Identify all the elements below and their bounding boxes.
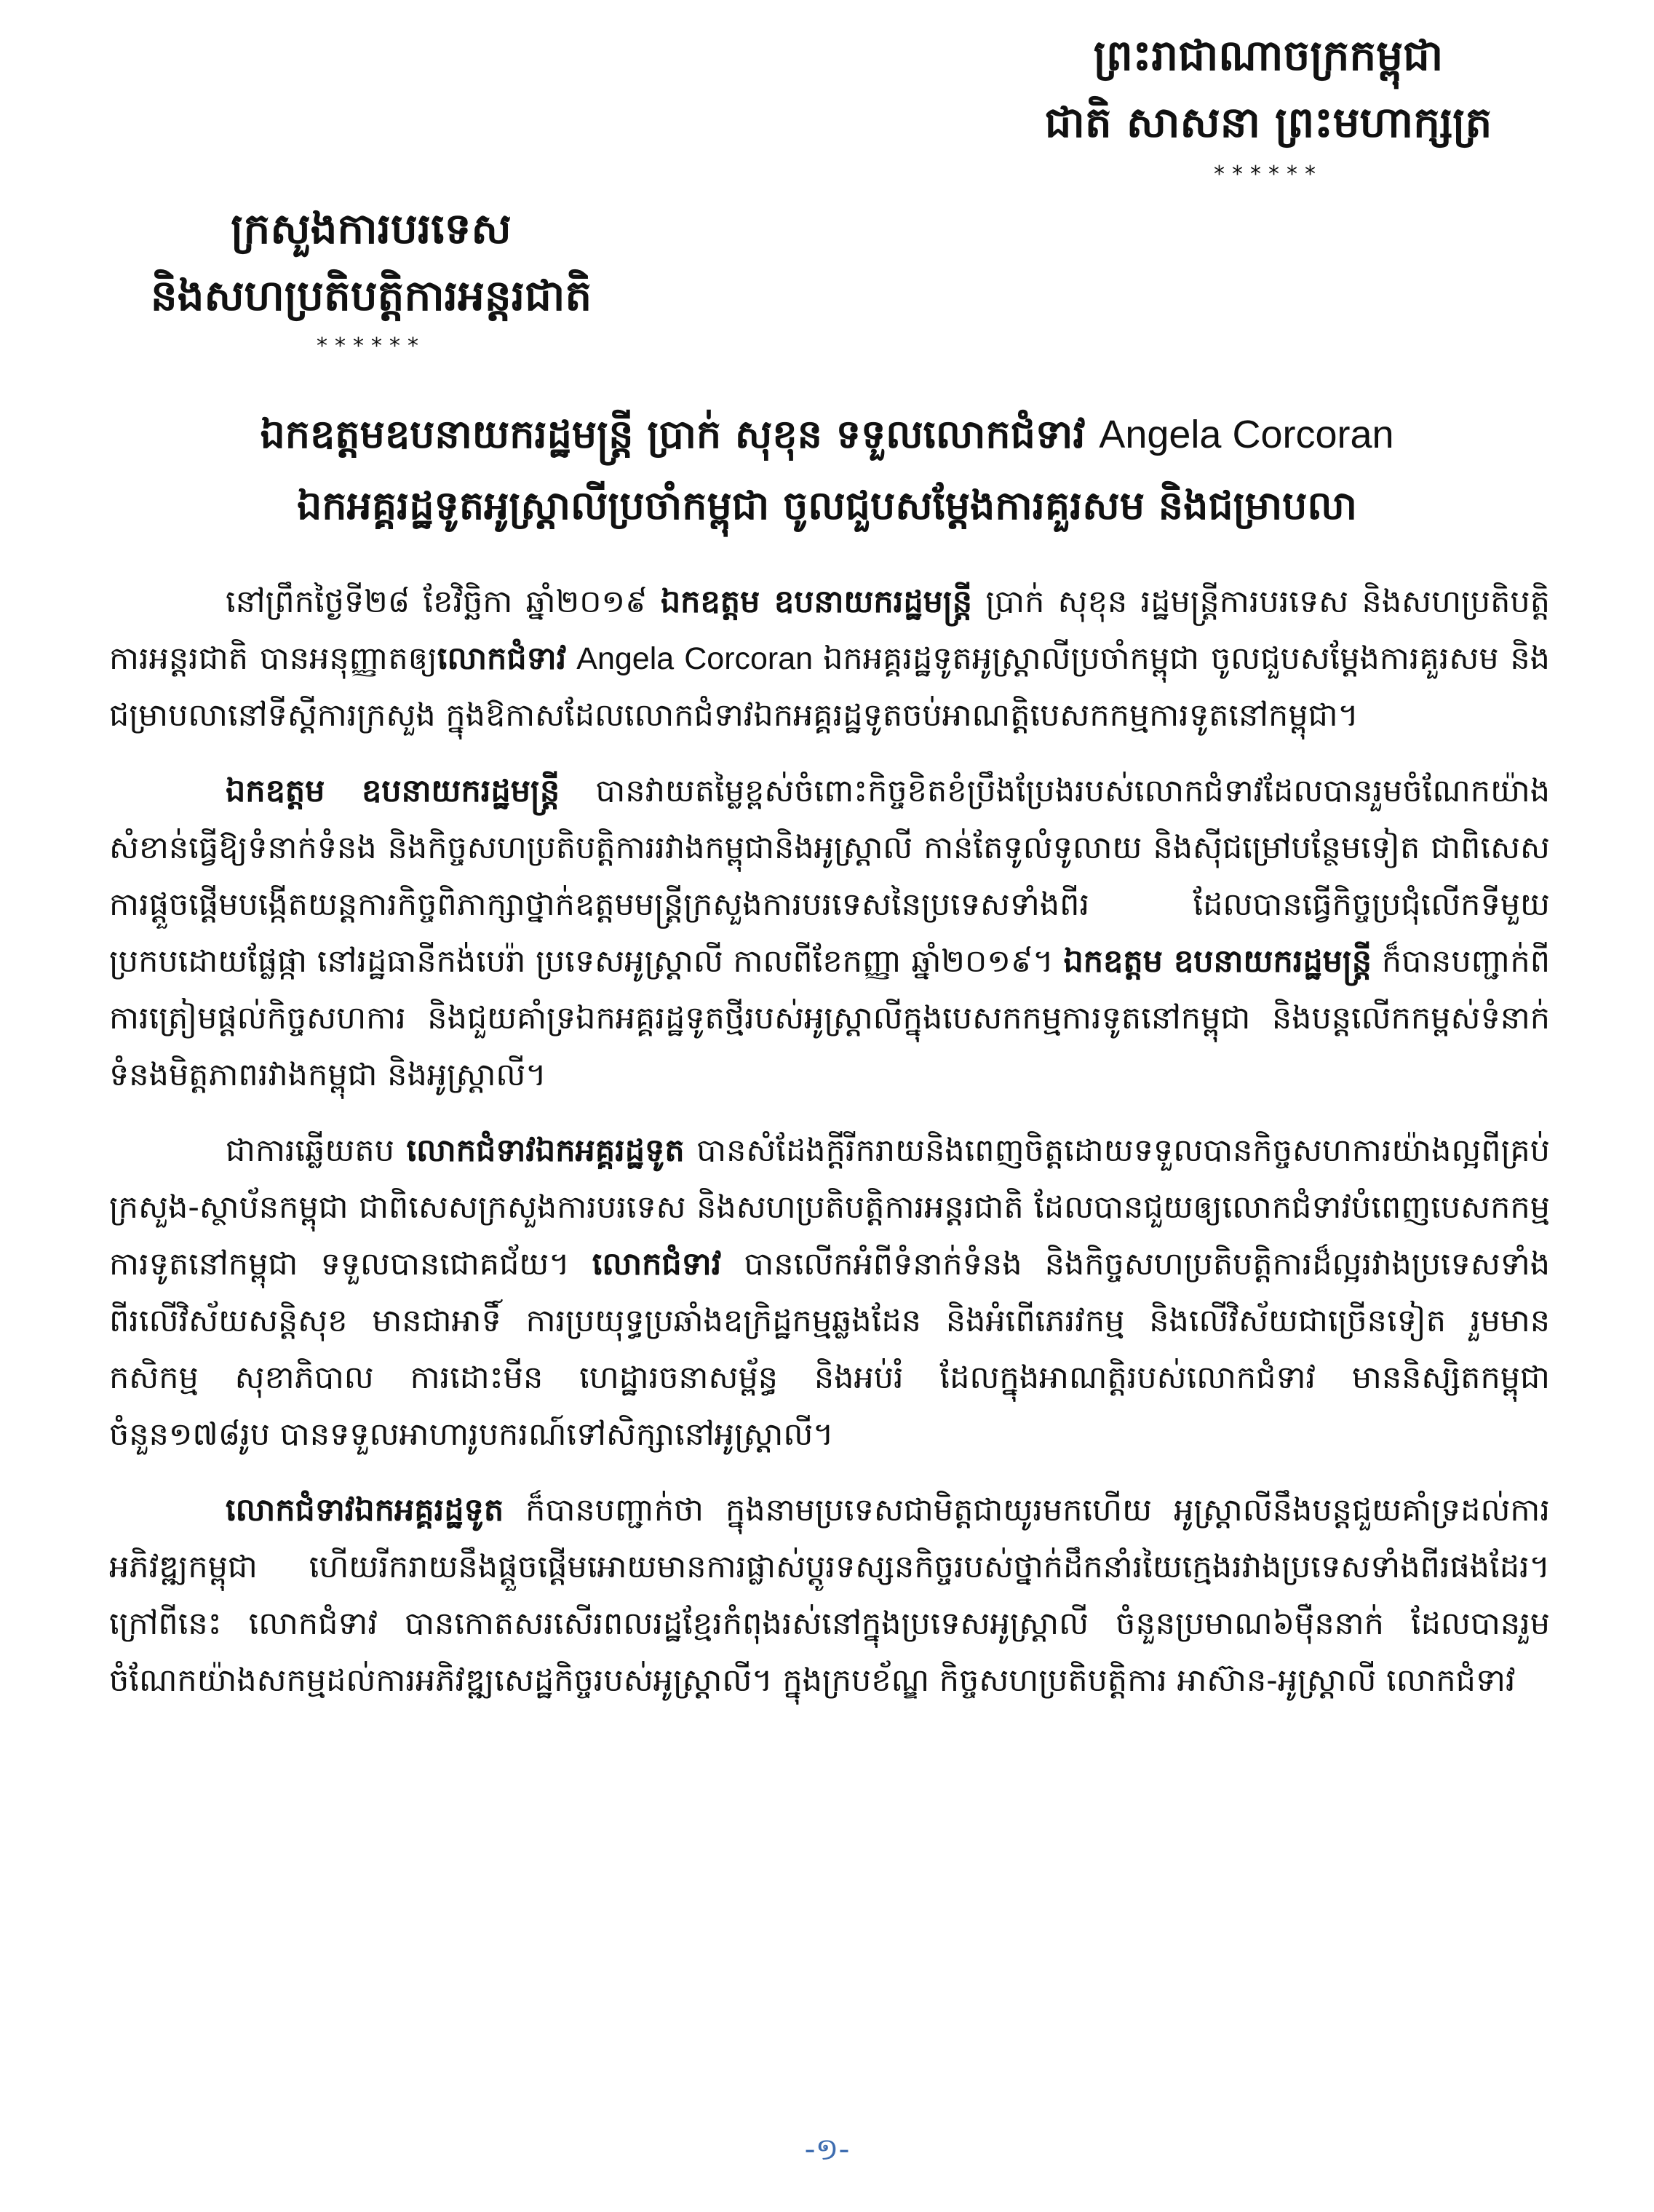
paragraph-3: [109, 1122, 1550, 1463]
press-release-headline: [102, 399, 1552, 542]
ministry-separator: ******: [317, 333, 426, 359]
paragraph-2: [109, 763, 1550, 1103]
kingdom-header: [1014, 22, 1523, 189]
p3-text-3: បានលើកអំពីទំនាក់ទំនង និងកិច្ចសហប្រតិបត្តិការដ៏ល្អរវាងប្រទេសទាំងពីរលើវិស័យសន្តិសុខ មានជាអាទិ៍ ការប្រយុទ្ធប្រឆាំងឧក្រិដ្ឋកម្មឆ្លងដែន និងអំពើភេរវកម្ម និងលើវិស័យជាច្រើនទៀត រួមមាន កសិកម្ម សុខាភិបាល ការដោះមីន ហេដ្ឋារចនាសម្ព័ន្ធ និងអប់រំ ដែលក្នុងអាណត្តិរបស់លោកជំទាវ មាននិស្សិតកម្ពុជាចំនួន១៧៨រូប បានទទួលអាហារូបករណ៍ទៅសិក្សានៅអូស្រ្តាលី។: [109, 1246, 1551, 1453]
headline-line2: ឯកអគ្គរដ្ឋទូតអូស្រ្តាលីប្រចាំកម្ពុជា ចូលជួបសម្តែងការគួរសម និងជម្រាបលា: [297, 483, 1357, 528]
ministry-name-line1: ក្រសួងការបរទេស: [231, 204, 512, 253]
p2-text-1: បានវាយតម្លៃខ្ពស់ចំពោះកិច្ចខិតខំប្រឹងប្រែងរបស់លោកជំទាវដែលបានរួមចំណែកយ៉ាងសំខាន់ធ្វើឱ្យទំនាក់ទំនង និងកិច្ចសហប្រតិបត្តិការរវាងកម្ពុជានិងអូស្រ្តាលី កាន់តែទូលំទូលាយ និងស៊ីជម្រៅបន្ថែមទៀត ជាពិសេស ការផ្តួចផ្តើមបង្កើតយន្តការកិច្ចពិភាក្សាថ្នាក់ឧត្តមមន្ត្រីក្រសួងការបរទេសនៃប្រទេសទាំងពីរ ដែលបានធ្វើកិច្ចប្រជុំលើកទីមួយប្រកបដោយផ្លែផ្កា នៅរដ្ឋធានីកង់បេរ៉ា ប្រទេសអូស្រ្តាលី កាលពីខែកញ្ញា ឆ្នាំ២០១៩។: [109, 773, 1550, 980]
headline-line1: [102, 399, 1552, 470]
ministry-name-line2: និងសហប្រតិបត្តិការអន្តរជាតិ: [150, 271, 592, 320]
headline-line1-khmer: ឯកឧត្តមឧបនាយករដ្ឋមន្ត្រី ប្រាក់ សុខុន ទទួលលោកជំទាវ: [260, 411, 1086, 457]
p1-text-3: ឯកអគ្គរដ្ឋទូតអូស្រ្តាលីប្រចាំកម្ពុជា ចូលជួបសម្តែងការគួរសម និងជម្រាបលានៅទីស្តីការក្រសួង ក្នុងឱកាសដែលលោកជំទាវឯកអគ្គរដ្ឋទូតចប់អាណត្តិបេសកកម្មការទូតនៅកម្ពុជា។: [109, 641, 1550, 734]
p3-bold-2: លោកជំទាវ: [592, 1246, 722, 1283]
p3-text-1: ជាការឆ្លើយតប: [226, 1133, 407, 1169]
p1-text-1: នៅព្រឹកថ្ងៃទី២៨ ខែវិច្ឆិកា ឆ្នាំ២០១៩: [226, 584, 661, 620]
p1-latin-name: Angela Corcoran: [566, 641, 824, 676]
paragraph-1: [109, 574, 1550, 744]
headline-ambassador-name: Angela Corcoran: [1099, 413, 1394, 456]
p3-bold-1: លោកជំទាវឯកអគ្គរដ្ឋទូត: [406, 1133, 685, 1169]
page-number: -១-: [804, 2131, 850, 2167]
p1-bold-1: ឯកឧត្តម ឧបនាយករដ្ឋមន្ត្រី: [660, 584, 973, 620]
article-body: [109, 574, 1550, 1728]
p2-bold-1: ឯកឧត្តម ឧបនាយករដ្ឋមន្ត្រី: [226, 773, 560, 809]
p2-bold-2: ឯកឧត្តម ឧបនាយករដ្ឋមន្ត្រី: [1063, 943, 1372, 980]
kingdom-motto: ជាតិ សាសនា ព្រះមហាក្សត្រ: [1044, 98, 1492, 147]
p1-bold-2: លោកជំទាវ: [437, 641, 567, 677]
p2-text-2: ក៏បានបញ្ជាក់ពីការត្រៀមផ្តល់កិច្ចសហការ និងជួយគាំទ្រឯកអគ្គរដ្ឋទូតថ្មីរបស់អូស្រ្តាលីក្នុងបេសកកម្មការទូតនៅកម្ពុជា និងបន្តលើកកម្ពស់ទំនាក់ទំនងមិត្តភាពរវាងកម្ពុជា និងអូស្រ្តាលី។: [109, 943, 1550, 1093]
p4-text-1: ក៏បានបញ្ជាក់ថា ក្នុងនាមប្រទេសជាមិត្តជាយូរមកហើយ អូស្រ្តាលីនឹងបន្តជួយគាំទ្រដល់ការអភិវឌ្ឍកម្ពុជា ហើយរីករាយនឹងផ្តួចផ្តើមអោយមានការផ្លាស់ប្តូរទស្សនកិច្ចរបស់ថ្នាក់ដឹកនាំរយៃក្មេងរវាងប្រទេសទាំងពីរផងដែរ។ ក្រៅពីនេះ លោកជំទាវ បានកោតសរសើរពលរដ្ឋខ្មែរកំពុងរស់នៅក្នុងប្រទេសអូស្រ្តាលី ចំនួនប្រមាណ៦ម៉ឺននាក់ ដែលបានរួមចំណែកយ៉ាងសកម្មដល់ការអភិវឌ្ឍសេដ្ឋកិច្ចរបស់អូស្រ្តាលី។ ក្នុងក្របខ័ណ្ឌ កិច្ចសហប្រតិបត្តិការ អាស៊ាន-អូស្រ្តាលី លោកជំទាវ: [109, 1492, 1550, 1699]
p1-text-2: ប្រាក់ សុខុន រដ្ឋមន្ត្រីការបរទេស និងសហប្រតិបត្តិការអន្តរជាតិ បានអនុញ្ញាតឲ្យ: [109, 584, 1550, 677]
p3-text-2: បានសំដែងក្តីរីករាយនិងពេញចិត្តដោយទទួលបានកិច្ចសហការយ៉ាងល្អពីគ្រប់ក្រសួង-ស្ថាប័នកម្ពុជា ជាពិសេសក្រសួងការបរទេស និងសហប្រតិបត្តិការអន្តរជាតិ ដែលបានជួយឲ្យលោកជំទាវបំពេញបេសកកម្មការទូតនៅកម្ពុជា ទទួលបានជោគជ័យ។: [109, 1133, 1550, 1283]
paragraph-4: [109, 1482, 1550, 1709]
ministry-header: [102, 195, 640, 361]
p4-bold-1: លោកជំទាវឯកអគ្គរដ្ឋទូត: [226, 1492, 504, 1529]
kingdom-separator: ******: [1214, 162, 1323, 187]
kingdom-title: ព្រះរាជាណាចក្រកម្ពុជា: [1093, 31, 1444, 80]
